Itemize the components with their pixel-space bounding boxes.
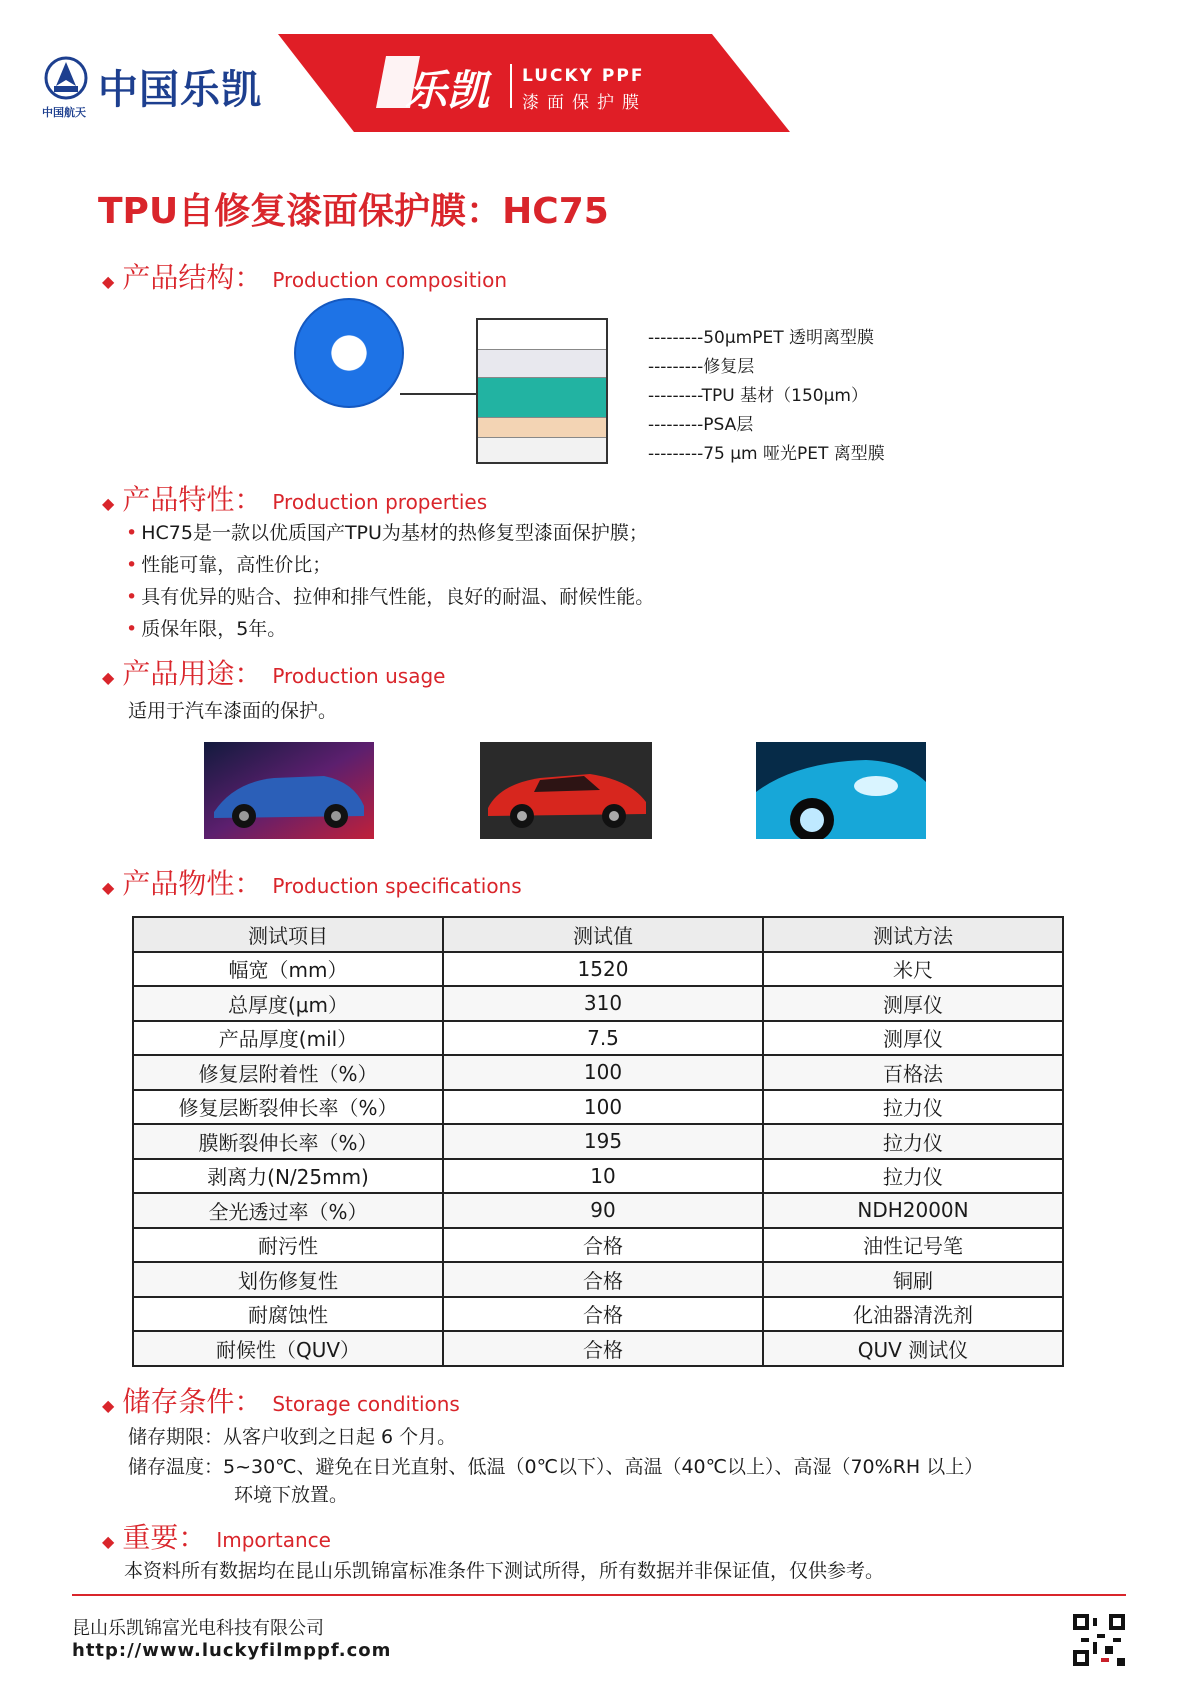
layer-label: ---------75 μm 哑光PET 离型膜: [648, 444, 885, 464]
table-row: [133, 1193, 1063, 1228]
car-photo-blue: [204, 742, 374, 839]
section-title-en: Storage conditions: [272, 1392, 460, 1416]
table-cell: 修复层附着性（%）: [133, 1055, 443, 1090]
diamond-bullet-icon: ◆: [102, 1532, 115, 1551]
section-title-cn: 产品结构：: [122, 261, 263, 294]
property-item: • 具有优异的贴合、拉伸和排气性能，良好的耐温、耐候性能。: [126, 586, 655, 608]
table-cell: 耐腐蚀性: [133, 1297, 443, 1332]
document-title: TPU自修复漆面保护膜：HC75: [98, 191, 609, 232]
table-cell: 全光透过率（%）: [133, 1193, 443, 1228]
car-photo-cyan: [756, 742, 926, 839]
table-cell: 油性记号笔: [763, 1228, 1063, 1263]
section-title-cn: 产品物性：: [122, 867, 263, 900]
section-title-en: Importance: [216, 1528, 331, 1552]
table-cell: 1520: [443, 952, 763, 987]
table-cell: 修复层断裂伸长率（%）: [133, 1090, 443, 1125]
table-row: [133, 1262, 1063, 1297]
table-cell: 195: [443, 1124, 763, 1159]
specifications-table: [132, 916, 1064, 1367]
table-cell: 耐候性（QUV）: [133, 1331, 443, 1366]
table-cell: 测厚仪: [763, 986, 1063, 1021]
brand-name: 中国乐凯: [98, 67, 262, 113]
table-row: [133, 1055, 1063, 1090]
layer-psa: [478, 418, 606, 438]
layer-stack-diagram: [476, 318, 608, 464]
usage-text: 适用于汽车漆面的保护。: [128, 700, 338, 722]
property-item: • HC75是一款以优质国产TPU为基材的热修复型漆面保护膜；: [126, 522, 648, 544]
section-title-en: Production usage: [272, 664, 446, 688]
table-cell: 米尺: [763, 952, 1063, 987]
layer-labels: [648, 324, 885, 469]
table-cell: 100: [443, 1090, 763, 1125]
section-title-en: Production composition: [272, 268, 508, 292]
footer-divider: [72, 1594, 1126, 1596]
section-composition: [102, 256, 507, 296]
table-cell: 100: [443, 1055, 763, 1090]
banner-logo-text: 乐凯: [405, 66, 490, 115]
section-importance: [102, 1516, 331, 1556]
diamond-bullet-icon: ◆: [102, 1396, 115, 1415]
table-cell: QUV 测试仪: [763, 1331, 1063, 1366]
diamond-bullet-icon: ◆: [102, 668, 115, 687]
storage-period: 储存期限：从客户收到之日起 6 个月。: [128, 1426, 457, 1448]
diamond-bullet-icon: ◆: [102, 878, 115, 897]
storage-temperature-cont: 环境下放置。: [234, 1484, 349, 1506]
banner-divider: [510, 64, 512, 108]
section-storage: [102, 1380, 460, 1420]
importance-text: 本资料所有数据均在昆山乐凯锦富标准条件下测试所得，所有数据并非保证值，仅供参考。: [124, 1560, 885, 1582]
layer-tpu: [478, 378, 606, 418]
table-cell: 7.5: [443, 1021, 763, 1056]
layer-repair: [478, 350, 606, 378]
table-row: [133, 1228, 1063, 1263]
column-header: 测试项目: [133, 917, 443, 952]
table-row: [133, 1090, 1063, 1125]
table-cell: 合格: [443, 1331, 763, 1366]
property-item: • 性能可靠，高性价比；: [126, 554, 332, 576]
section-title-en: Production properties: [272, 490, 488, 514]
diamond-bullet-icon: ◆: [102, 494, 115, 513]
film-roll-icon: [294, 298, 404, 408]
table-cell: NDH2000N: [763, 1193, 1063, 1228]
layer-label: ---------PSA层: [648, 415, 754, 435]
table-cell: 幅宽（mm）: [133, 952, 443, 987]
table-row: [133, 986, 1063, 1021]
table-cell: 合格: [443, 1228, 763, 1263]
diamond-bullet-icon: ◆: [102, 272, 115, 291]
section-title-en: Production specifications: [272, 874, 522, 898]
emblem-caption: 中国航天: [42, 106, 86, 119]
section-title-cn: 重要：: [122, 1521, 207, 1554]
footer-url[interactable]: http://www.luckyfilmppf.com: [72, 1640, 392, 1661]
column-header: 测试方法: [763, 917, 1063, 952]
table-row: [133, 1297, 1063, 1332]
table-row: [133, 1331, 1063, 1366]
table-row: [133, 952, 1063, 987]
section-title-cn: 产品特性：: [122, 483, 263, 516]
table-cell: 化油器清洗剂: [763, 1297, 1063, 1332]
table-cell: 百格法: [763, 1055, 1063, 1090]
section-title-cn: 储存条件：: [122, 1385, 263, 1418]
layer-matte-pet: [478, 438, 606, 462]
layer-pet-release: [478, 320, 606, 350]
storage-temperature: 储存温度：5~30℃、避免在日光直射、低温（0℃以下）、高温（40℃以上）、高湿（70%RH 以上）: [128, 1456, 984, 1478]
layer-label: ---------50μmPET 透明离型膜: [648, 328, 874, 348]
table-header-row: [133, 917, 1063, 952]
table-cell: 产品厚度(mil）: [133, 1021, 443, 1056]
section-title-cn: 产品用途：: [122, 657, 263, 690]
table-row: [133, 1124, 1063, 1159]
car-photo-red: [480, 742, 652, 839]
property-item: • 质保年限，5年。: [126, 618, 287, 640]
table-cell: 剥离力(N/25mm): [133, 1159, 443, 1194]
connector-line: [400, 393, 476, 395]
table-cell: 90: [443, 1193, 763, 1228]
table-row: [133, 1021, 1063, 1056]
table-cell: 拉力仪: [763, 1090, 1063, 1125]
table-cell: 拉力仪: [763, 1124, 1063, 1159]
layer-label: ---------TPU 基材（150μm）: [648, 386, 868, 406]
section-properties: [102, 478, 487, 518]
column-header: 测试值: [443, 917, 763, 952]
qr-code-icon: [1073, 1614, 1125, 1666]
banner-subtitle: 漆面保护膜: [522, 93, 647, 113]
table-cell: 划伤修复性: [133, 1262, 443, 1297]
table-cell: 合格: [443, 1297, 763, 1332]
table-cell: 铜刷: [763, 1262, 1063, 1297]
table-cell: 合格: [443, 1262, 763, 1297]
table-row: [133, 1159, 1063, 1194]
table-cell: 310: [443, 986, 763, 1021]
section-usage: [102, 652, 445, 692]
section-specifications: [102, 862, 522, 902]
layer-label: ---------修复层: [648, 357, 755, 377]
banner-english-name: LUCKY PPF: [522, 66, 645, 86]
footer-company: 昆山乐凯锦富光电科技有限公司: [72, 1618, 324, 1639]
table-cell: 膜断裂伸长率（%）: [133, 1124, 443, 1159]
table-cell: 10: [443, 1159, 763, 1194]
table-cell: 总厚度(μm）: [133, 986, 443, 1021]
table-cell: 测厚仪: [763, 1021, 1063, 1056]
table-cell: 耐污性: [133, 1228, 443, 1263]
table-cell: 拉力仪: [763, 1159, 1063, 1194]
